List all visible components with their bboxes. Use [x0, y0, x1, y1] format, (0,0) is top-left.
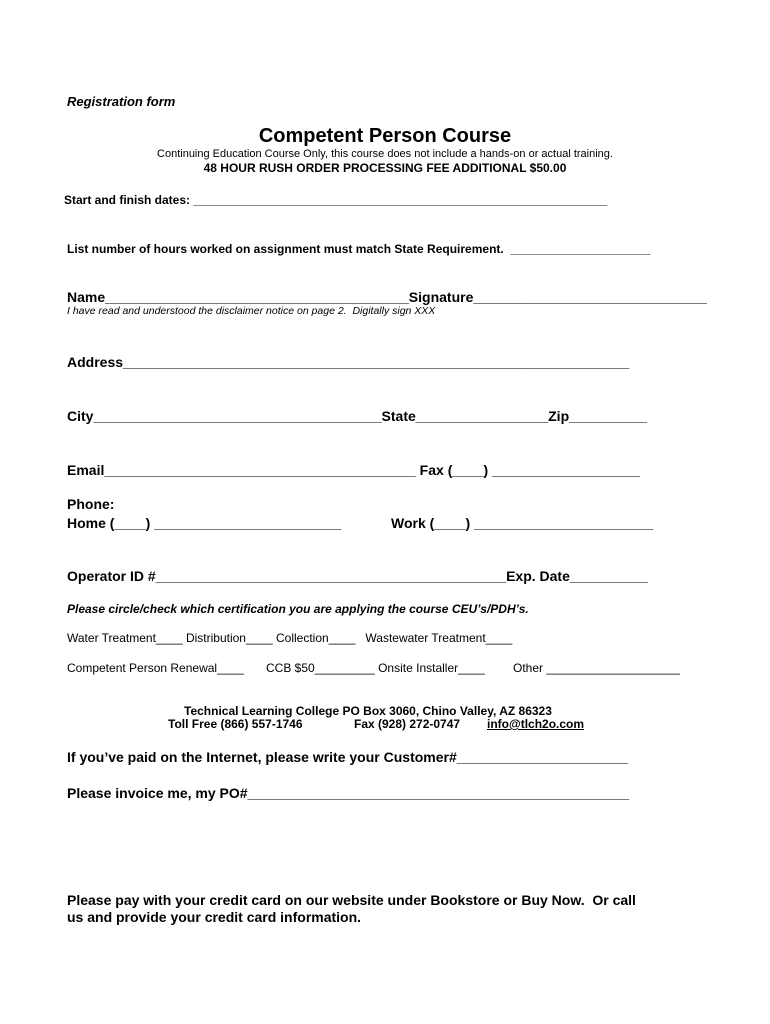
dates-field[interactable]: Start and finish dates: ______________________________________________________________: [64, 193, 608, 207]
credit-card-instruction-line-1: Please pay with your credit card on our website under Bookstore or Buy Now. Or call: [67, 892, 636, 908]
college-address: Technical Learning College PO Box 3060, Chino Valley, AZ 86323: [184, 704, 552, 718]
email-link[interactable]: info@tlch2o.com: [487, 717, 585, 731]
credit-card-instruction-line-2: us and provide your credit card information.: [67, 909, 362, 925]
operator-id-field[interactable]: Operator ID #_____________________________________________Exp. Date__________: [67, 568, 648, 584]
certification-ccb-onsite[interactable]: CCB $50_________ Onsite Installer____: [266, 661, 485, 675]
registration-form-label: Registration form: [67, 94, 176, 109]
name-signature-field[interactable]: Name_______________________________________Signature______________________________: [67, 289, 707, 305]
disclaimer-note: I have read and understood the disclaimer notice on page 2. Digitally sign XXX: [67, 305, 436, 317]
rush-fee-notice: 48 HOUR RUSH ORDER PROCESSING FEE ADDITIONAL $50.00: [203, 161, 567, 175]
address-field[interactable]: Address_________________________________________________________________: [67, 354, 630, 370]
city-state-zip-field[interactable]: City_____________________________________State_________________Zip__________: [67, 408, 647, 424]
po-number-field[interactable]: Please invoice me, my PO#_________________________________________________: [67, 785, 630, 801]
toll-free-phone: Toll Free (866) 557-1746: [168, 717, 303, 731]
phone-label: Phone:: [67, 496, 115, 512]
course-subtitle: Continuing Education Course Only, this course does not include a hands-on or actual training.: [157, 148, 613, 160]
page-title: Competent Person Course: [258, 125, 512, 147]
certification-other[interactable]: Other ____________________: [513, 661, 680, 675]
home-phone-field[interactable]: Home (____) ________________________: [67, 515, 342, 531]
fax-number: Fax (928) 272-0747: [354, 717, 461, 731]
certification-instruction: Please circle/check which certification you are applying the course CEU’s/PDH’s.: [67, 602, 529, 616]
certification-row-1[interactable]: Water Treatment____ Distribution____ Collection____ Wastewater Treatment____: [67, 631, 513, 645]
customer-number-field[interactable]: If you’ve paid on the Internet, please write your Customer#______________________: [67, 749, 629, 765]
certification-renewal[interactable]: Competent Person Renewal____: [67, 661, 244, 675]
work-phone-field[interactable]: Work (____) _______________________: [391, 515, 654, 531]
email-fax-field[interactable]: Email________________________________________ Fax (____) ___________________: [67, 462, 640, 478]
hours-field[interactable]: List number of hours worked on assignment must match State Requirement. _____________________: [67, 242, 651, 256]
